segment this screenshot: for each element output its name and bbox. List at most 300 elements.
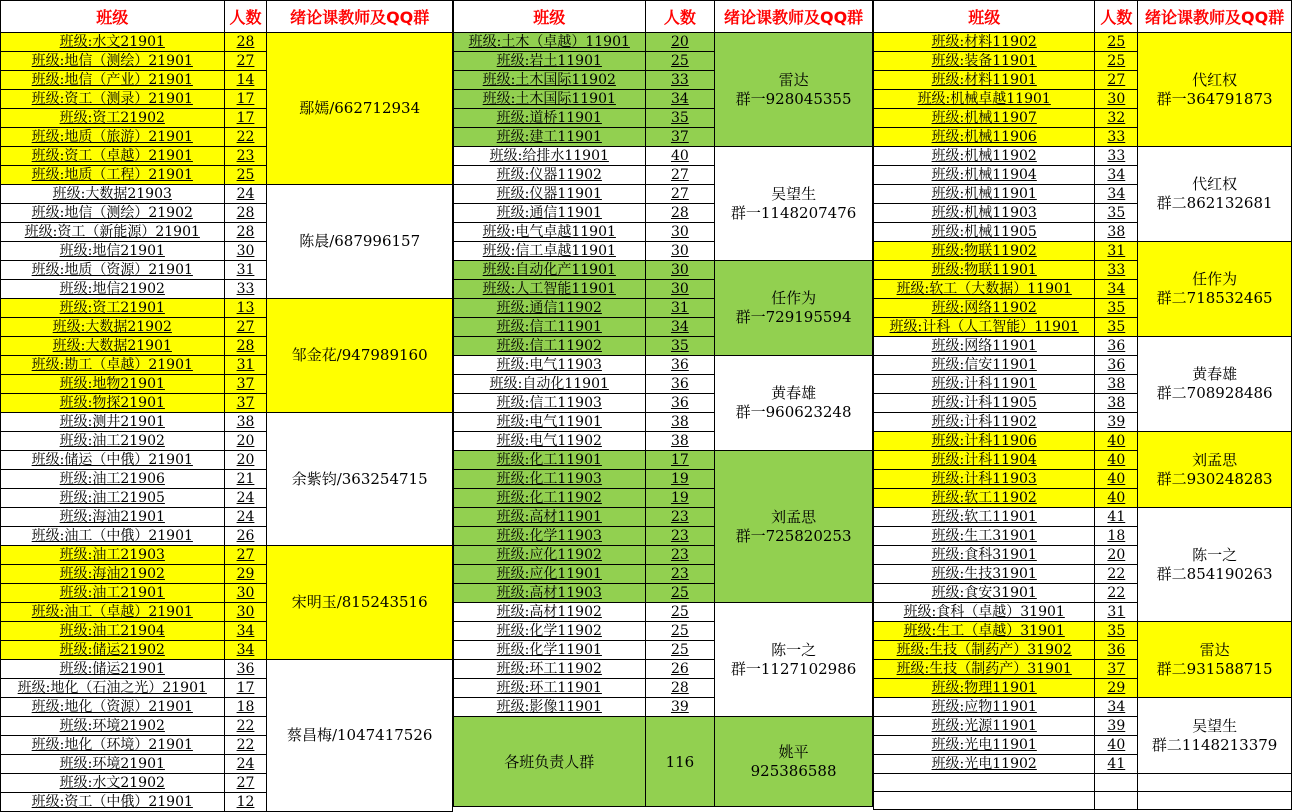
class-cell: 班级:自动化产11901 [453, 261, 645, 280]
count-cell: 27 [645, 185, 715, 204]
class-cell: 班级:信工11903 [453, 394, 645, 413]
count-cell: 38 [1095, 223, 1138, 242]
count-cell: 25 [224, 166, 267, 185]
class-cell: 班级:高材11901 [453, 508, 645, 527]
teacher-cell [715, 451, 873, 603]
count-cell: 18 [1095, 527, 1138, 546]
count-cell: 40 [645, 147, 715, 166]
teacher-line: 群二854190263 [1156, 564, 1273, 583]
class-cell: 班级:地信（测绘）21902 [1, 204, 225, 223]
merged-count-cell: 116 [645, 717, 715, 807]
count-cell: 37 [1095, 660, 1138, 679]
count-cell: 33 [1095, 128, 1138, 147]
count-cell: 25 [1095, 33, 1138, 52]
class-cell: 班级:生技31901 [873, 565, 1094, 584]
roster-group-middle [453, 0, 873, 807]
col-header-count: 人数 [1095, 1, 1138, 33]
count-cell: 35 [645, 337, 715, 356]
teacher-line: 群二718532465 [1156, 289, 1273, 307]
class-cell [873, 792, 1094, 810]
class-cell [873, 774, 1094, 792]
count-cell: 41 [1095, 508, 1138, 527]
teacher-line: 群一364791873 [1156, 89, 1273, 108]
teacher-line: 黄春雄 [771, 384, 817, 402]
class-cell: 班级:计科11903 [873, 470, 1094, 489]
count-cell: 36 [1095, 337, 1138, 356]
teacher-cell [715, 603, 873, 717]
count-cell: 27 [645, 166, 715, 185]
class-cell: 班级:软工（大数据）11901 [873, 280, 1094, 299]
count-cell: 17 [224, 679, 267, 698]
class-cell: 班级:机械11906 [873, 128, 1094, 147]
count-cell: 34 [1095, 280, 1138, 299]
teacher-line: 陈一之 [1192, 545, 1238, 564]
class-cell: 班级:化学11903 [453, 527, 645, 546]
count-cell: 36 [1095, 356, 1138, 375]
col-header-count: 人数 [645, 1, 715, 33]
class-cell: 班级:光源11901 [873, 717, 1094, 736]
count-cell: 31 [224, 356, 267, 375]
class-cell: 班级:应化11901 [453, 565, 645, 584]
count-cell: 33 [1095, 261, 1138, 280]
teacher-cell [267, 413, 453, 546]
count-cell: 34 [1095, 698, 1138, 717]
class-cell: 班级:机械卓越11901 [873, 90, 1094, 109]
count-cell: 13 [224, 299, 267, 318]
count-cell: 23 [645, 508, 715, 527]
col-header-count: 人数 [224, 1, 267, 33]
table-row [1, 33, 453, 52]
teacher-cell [1138, 242, 1292, 337]
count-cell: 32 [1095, 109, 1138, 128]
header-row [873, 1, 1291, 33]
teacher-cell [1138, 337, 1292, 432]
count-cell: 27 [224, 52, 267, 71]
teacher-line: 吴望生 [1192, 716, 1238, 735]
count-cell: 21 [224, 470, 267, 489]
teacher-cell [715, 261, 873, 356]
count-cell: 31 [1095, 603, 1138, 622]
class-cell: 班级:信安11901 [873, 356, 1094, 375]
count-cell: 28 [224, 204, 267, 223]
count-cell: 28 [645, 204, 715, 223]
class-cell: 班级:建工11901 [453, 128, 645, 147]
teacher-cell [267, 299, 453, 413]
class-cell: 班级:大数据21901 [1, 337, 225, 356]
count-cell: 24 [224, 508, 267, 527]
class-cell: 班级:水文21902 [1, 774, 225, 793]
class-cell: 班级:装备11901 [873, 52, 1094, 71]
class-cell: 班级:人工智能11901 [453, 280, 645, 299]
count-cell: 23 [645, 527, 715, 546]
class-cell: 班级:给排水11901 [453, 147, 645, 166]
class-cell: 班级:仪器11902 [453, 166, 645, 185]
class-cell: 班级:材料11901 [873, 71, 1094, 90]
teacher-cell [267, 546, 453, 660]
count-cell: 24 [224, 489, 267, 508]
class-cell: 班级:计科11906 [873, 432, 1094, 451]
count-cell: 30 [1095, 90, 1138, 109]
col-header-class: 班级 [1, 1, 225, 33]
class-cell: 班级:油工21902 [1, 432, 225, 451]
class-cell: 班级:资工（测录）21901 [1, 90, 225, 109]
table-row [453, 261, 872, 280]
table-row [453, 603, 872, 622]
col-header-class: 班级 [453, 1, 645, 33]
class-cell: 班级:化工11903 [453, 470, 645, 489]
class-cell: 班级:资工（卓越）21901 [1, 147, 225, 166]
count-cell: 26 [224, 527, 267, 546]
col-header-teacher: 绪论课教师及QQ群 [267, 1, 453, 33]
teacher-line: 群二1148213379 [1151, 735, 1278, 754]
class-cell: 班级:机械11904 [873, 166, 1094, 185]
table-row [1, 660, 453, 679]
count-cell: 17 [645, 451, 715, 470]
count-cell: 25 [1095, 52, 1138, 71]
count-cell: 36 [224, 660, 267, 679]
count-cell: 20 [645, 33, 715, 52]
count-cell: 22 [1095, 565, 1138, 584]
count-cell: 33 [1095, 147, 1138, 166]
table-row [873, 432, 1291, 451]
count-cell: 40 [1095, 432, 1138, 451]
header-row [453, 1, 872, 33]
class-cell: 班级:储运21902 [1, 641, 225, 660]
class-cell: 班级:机械11907 [873, 109, 1094, 128]
count-cell: 31 [1095, 242, 1138, 261]
col-header-teacher: 绪论课教师及QQ群 [715, 1, 873, 33]
count-cell: 30 [645, 261, 715, 280]
teacher-line: 陈一之 [771, 640, 817, 659]
class-cell: 班级:网络11902 [873, 299, 1094, 318]
count-cell: 37 [224, 394, 267, 413]
class-cell: 班级:计科11905 [873, 394, 1094, 413]
class-cell: 班级:物探21901 [1, 394, 225, 413]
count-cell: 36 [1095, 641, 1138, 660]
teacher-cell [715, 717, 873, 807]
count-cell: 25 [645, 622, 715, 641]
class-cell: 班级:岩土11901 [453, 52, 645, 71]
count-cell: 17 [224, 90, 267, 109]
count-cell: 20 [1095, 546, 1138, 565]
count-cell: 33 [224, 280, 267, 299]
class-cell: 班级:高材11902 [453, 603, 645, 622]
count-cell: 33 [645, 71, 715, 90]
class-cell: 班级:储运21901 [1, 660, 225, 679]
col-header-teacher: 绪论课教师及QQ群 [1138, 1, 1292, 33]
count-cell: 36 [645, 375, 715, 394]
class-cell: 班级:水文21901 [1, 33, 225, 52]
class-cell: 班级:计科11902 [873, 413, 1094, 432]
class-cell: 班级:资工21902 [1, 109, 225, 128]
count-cell: 39 [1095, 413, 1138, 432]
count-cell: 38 [224, 413, 267, 432]
class-cell: 班级:材料11902 [873, 33, 1094, 52]
teacher-line: 姚平 [778, 742, 809, 761]
class-cell: 班级:信工11901 [453, 318, 645, 337]
count-cell [1095, 792, 1138, 810]
count-cell: 34 [224, 641, 267, 660]
count-cell: 25 [645, 641, 715, 660]
class-cell: 班级:通信11902 [453, 299, 645, 318]
class-cell: 班级:地化（石油之光）21901 [1, 679, 225, 698]
class-cell: 班级:海油21902 [1, 565, 225, 584]
class-cell: 班级:地质（资源）21901 [1, 261, 225, 280]
count-cell: 23 [224, 147, 267, 166]
class-cell: 班级:信工卓越11901 [453, 242, 645, 261]
count-cell: 24 [224, 755, 267, 774]
teacher-line: 鄢嫣/662712934 [299, 99, 421, 117]
class-cell: 班级:仪器11901 [453, 185, 645, 204]
class-cell: 班级:计科11904 [873, 451, 1094, 470]
count-cell: 19 [645, 470, 715, 489]
count-cell: 30 [224, 584, 267, 603]
count-cell: 28 [224, 33, 267, 52]
table-row [873, 337, 1291, 356]
count-cell: 34 [224, 622, 267, 641]
count-cell: 38 [1095, 394, 1138, 413]
count-cell: 30 [645, 242, 715, 261]
count-cell: 37 [224, 375, 267, 394]
count-cell: 29 [1095, 679, 1138, 698]
teacher-cell [715, 356, 873, 451]
class-cell: 班级:地信21902 [1, 280, 225, 299]
class-cell: 班级:电气11902 [453, 432, 645, 451]
class-cell: 班级:生技（制药产）31902 [873, 641, 1094, 660]
class-cell: 班级:电气11903 [453, 356, 645, 375]
class-cell: 班级:影像11901 [453, 698, 645, 717]
class-cell: 班级:应物11901 [873, 698, 1094, 717]
teacher-line: 雷达 [1199, 640, 1230, 659]
count-cell: 17 [224, 109, 267, 128]
teacher-cell [1138, 432, 1292, 508]
count-cell: 19 [645, 489, 715, 508]
count-cell: 34 [645, 318, 715, 337]
count-cell: 38 [1095, 375, 1138, 394]
count-cell: 30 [224, 242, 267, 261]
class-cell: 班级:地信（产业）21901 [1, 71, 225, 90]
count-cell: 22 [224, 128, 267, 147]
count-cell: 40 [1095, 451, 1138, 470]
teacher-line: 任作为 [1192, 270, 1238, 288]
class-cell: 班级:食科31901 [873, 546, 1094, 565]
count-cell: 38 [645, 413, 715, 432]
class-cell: 班级:测井21901 [1, 413, 225, 432]
class-cell: 班级:电气卓越11901 [453, 223, 645, 242]
teacher-line: 刘孟思 [1192, 450, 1238, 469]
teacher-cell [1138, 792, 1292, 810]
class-cell: 班级:光电11901 [873, 736, 1094, 755]
count-cell: 27 [224, 546, 267, 565]
teacher-cell [1138, 622, 1292, 698]
teacher-line: 雷达 [778, 70, 809, 89]
class-cell: 班级:食安31901 [873, 584, 1094, 603]
teacher-cell [267, 33, 453, 185]
class-cell: 班级:环工11902 [453, 660, 645, 679]
class-cell: 班级:软工11901 [873, 508, 1094, 527]
class-cell: 班级:地质（工程）21901 [1, 166, 225, 185]
count-cell: 20 [224, 451, 267, 470]
teacher-cell [1138, 698, 1292, 774]
teacher-cell [715, 147, 873, 261]
teacher-cell [1138, 33, 1292, 147]
table-row [1, 185, 453, 204]
class-cell: 班级:生工（卓越）31901 [873, 622, 1094, 641]
count-cell: 34 [1095, 166, 1138, 185]
teacher-line: 群二708928486 [1156, 384, 1273, 402]
class-cell: 班级:资工（中俄）21901 [1, 793, 225, 812]
teacher-line: 邹金花/947989160 [291, 346, 428, 364]
class-cell: 班级:土木国际11901 [453, 90, 645, 109]
teacher-line: 群一1127102986 [730, 659, 857, 678]
class-cell: 班级:信工11902 [453, 337, 645, 356]
count-cell: 39 [1095, 717, 1138, 736]
count-cell: 37 [645, 128, 715, 147]
table-row [1, 299, 453, 318]
class-cell: 班级:机械11901 [873, 185, 1094, 204]
table-row [1, 413, 453, 432]
teacher-line: 宋明玉/815243516 [291, 593, 428, 611]
teacher-line: 群二930248283 [1156, 469, 1273, 488]
count-cell: 36 [645, 394, 715, 413]
count-cell: 31 [645, 299, 715, 318]
count-cell: 35 [1095, 299, 1138, 318]
count-cell: 28 [224, 337, 267, 356]
teacher-line: 群一928045355 [735, 89, 852, 108]
class-cell: 班级:油工21901 [1, 584, 225, 603]
count-cell: 29 [224, 565, 267, 584]
class-cell: 班级:大数据21903 [1, 185, 225, 204]
class-cell: 班级:光电11902 [873, 755, 1094, 774]
count-cell: 25 [645, 52, 715, 71]
teacher-cell [267, 660, 453, 812]
class-cell: 班级:油工（中俄）21901 [1, 527, 225, 546]
teacher-line: 蔡昌梅/1047417526 [286, 726, 433, 744]
class-cell: 班级:海油21901 [1, 508, 225, 527]
count-cell: 24 [224, 185, 267, 204]
teacher-line: 群一1148207476 [730, 203, 857, 222]
merged-row [453, 717, 872, 807]
class-cell: 班级:勘工（卓越）21901 [1, 356, 225, 375]
class-cell: 班级:环境21902 [1, 717, 225, 736]
count-cell: 35 [1095, 318, 1138, 337]
teacher-line: 吴望生 [771, 184, 817, 203]
class-cell: 班级:机械11903 [873, 204, 1094, 223]
count-cell: 25 [645, 584, 715, 603]
count-cell: 38 [645, 432, 715, 451]
class-cell: 班级:电气11901 [453, 413, 645, 432]
teacher-cell [1138, 774, 1292, 792]
class-cell: 班级:计科11901 [873, 375, 1094, 394]
class-cell: 班级:物理11901 [873, 679, 1094, 698]
teacher-line: 925386588 [750, 761, 837, 780]
class-cell: 班级:自动化11901 [453, 375, 645, 394]
count-cell: 28 [224, 223, 267, 242]
teacher-line: 刘孟思 [771, 507, 817, 526]
class-cell: 班级:高材11903 [453, 584, 645, 603]
teacher-line: 余紫钧/363254715 [291, 469, 428, 488]
class-cell: 班级:生工31901 [873, 527, 1094, 546]
class-cell: 班级:计科（人工智能）11901 [873, 318, 1094, 337]
class-cell: 班级:物联11902 [873, 242, 1094, 261]
class-cell: 班级:机械11902 [873, 147, 1094, 166]
count-cell: 22 [224, 736, 267, 755]
teacher-line: 陈晨/687996157 [299, 232, 421, 250]
class-cell: 班级:生技（制药产）31901 [873, 660, 1094, 679]
table-row [873, 508, 1291, 527]
count-cell: 27 [224, 318, 267, 337]
class-cell: 班级:油工（卓越）21901 [1, 603, 225, 622]
teacher-cell [267, 185, 453, 299]
table-row [873, 242, 1291, 261]
teacher-line: 群一960623248 [735, 403, 852, 421]
count-cell: 40 [1095, 470, 1138, 489]
count-cell: 30 [224, 603, 267, 622]
class-cell: 班级:油工21905 [1, 489, 225, 508]
class-cell: 班级:油工21906 [1, 470, 225, 489]
count-cell: 14 [224, 71, 267, 90]
table-row [453, 33, 872, 52]
class-cell: 班级:环境21901 [1, 755, 225, 774]
teacher-cell [1138, 508, 1292, 622]
count-cell: 22 [1095, 584, 1138, 603]
class-cell: 班级:物联11901 [873, 261, 1094, 280]
class-cell: 班级:地化（环境）21901 [1, 736, 225, 755]
count-cell [1095, 774, 1138, 792]
table-row [873, 147, 1291, 166]
count-cell: 35 [1095, 622, 1138, 641]
count-cell: 28 [645, 679, 715, 698]
class-cell: 班级:资工（新能源）21901 [1, 223, 225, 242]
count-cell: 25 [645, 603, 715, 622]
merged-class-cell: 各班负责人群 [453, 717, 645, 807]
count-cell: 34 [1095, 185, 1138, 204]
roster-group-left [0, 0, 453, 812]
count-cell: 40 [1095, 489, 1138, 508]
class-cell: 班级:道桥11901 [453, 109, 645, 128]
class-cell: 班级:化学11901 [453, 641, 645, 660]
table-row [1, 546, 453, 565]
class-cell: 班级:土木（卓越）11901 [453, 33, 645, 52]
class-cell: 班级:网络11901 [873, 337, 1094, 356]
class-cell: 班级:地信（测绘）21901 [1, 52, 225, 71]
teacher-line: 任作为 [771, 289, 817, 307]
count-cell: 36 [645, 356, 715, 375]
roster-group-right [873, 0, 1292, 810]
teacher-cell [1138, 147, 1292, 242]
teacher-cell [715, 33, 873, 147]
class-cell: 班级:软工11902 [873, 489, 1094, 508]
count-cell: 30 [645, 223, 715, 242]
teacher-line: 群一729195594 [735, 308, 852, 326]
count-cell: 12 [224, 793, 267, 812]
table-row [873, 33, 1291, 52]
class-cell: 班级:储运（中俄）21901 [1, 451, 225, 470]
count-cell: 31 [224, 261, 267, 280]
class-cell: 班级:资工21901 [1, 299, 225, 318]
count-cell: 35 [1095, 204, 1138, 223]
count-cell: 26 [645, 660, 715, 679]
class-cell: 班级:油工21903 [1, 546, 225, 565]
class-cell: 班级:油工21904 [1, 622, 225, 641]
header-row [1, 1, 453, 33]
class-cell: 班级:地信21901 [1, 242, 225, 261]
table-row [453, 451, 872, 470]
class-cell: 班级:化学11902 [453, 622, 645, 641]
class-cell: 班级:化工11902 [453, 489, 645, 508]
table-row [453, 147, 872, 166]
table-row [873, 792, 1291, 810]
